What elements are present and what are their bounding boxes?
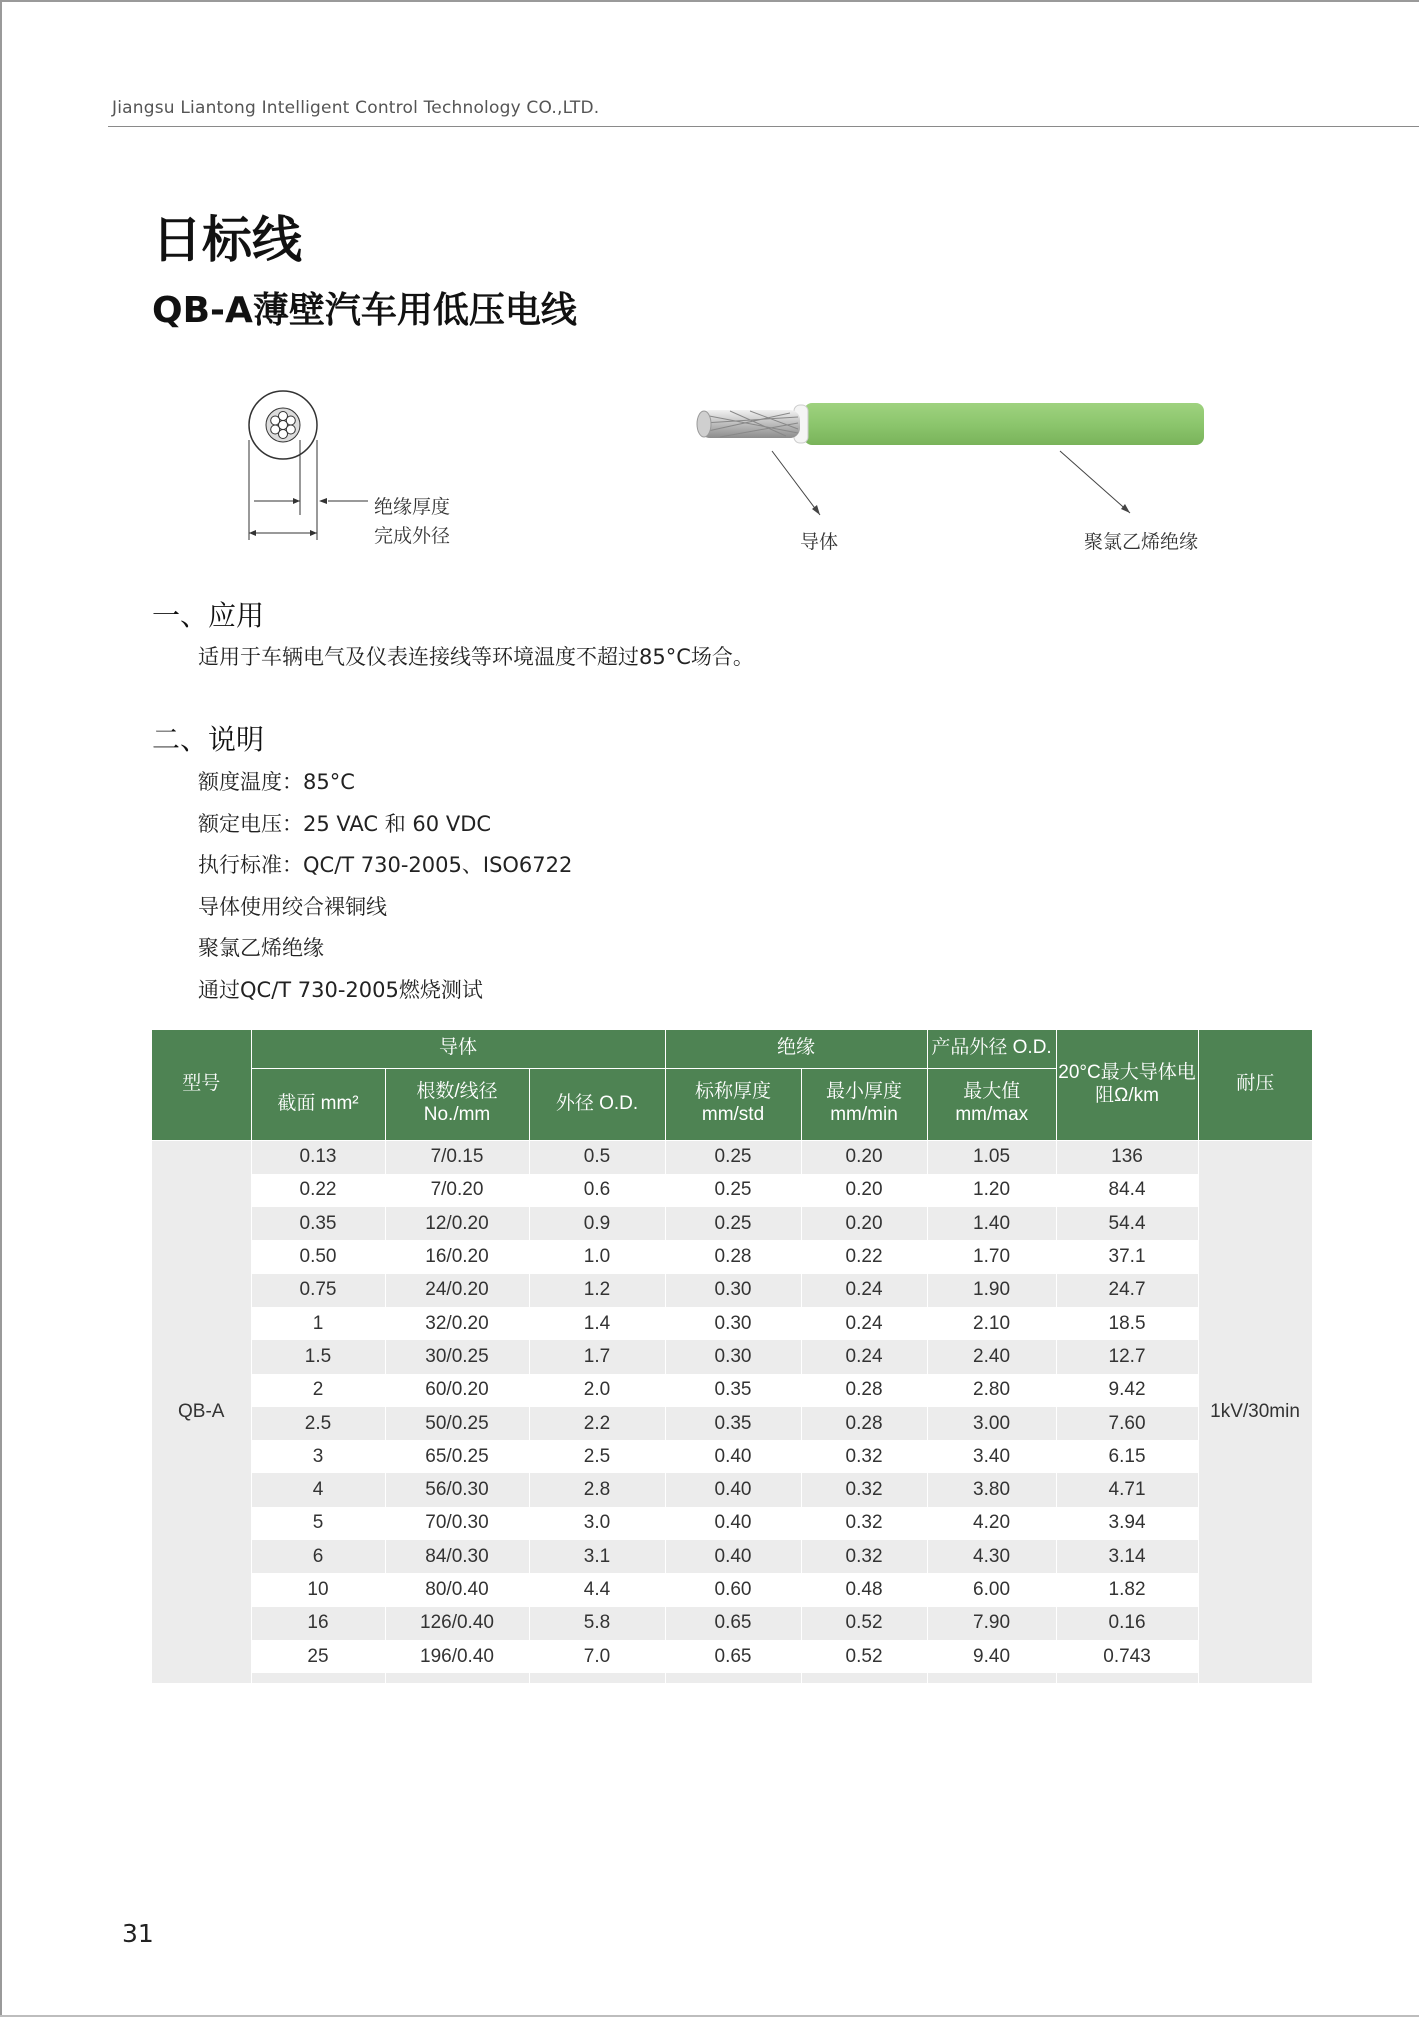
header-insulation: 绝缘	[665, 1030, 927, 1068]
table-cell: 0.30	[665, 1274, 801, 1307]
table-cell: 84/0.30	[385, 1540, 529, 1573]
page-subtitle: QB-A薄壁汽车用低压电线	[152, 290, 577, 331]
table-spacer-cell	[529, 1673, 665, 1683]
table-cell: 0.13	[251, 1140, 385, 1174]
table-cell: 3.00	[927, 1407, 1056, 1440]
table-cell: 0.40	[665, 1473, 801, 1506]
table-cell: 0.65	[665, 1640, 801, 1673]
table-cell: 0.35	[665, 1407, 801, 1440]
model-cell: QB-A	[152, 1140, 251, 1683]
header-conductor-od: 外径 O.D.	[529, 1068, 665, 1140]
table-cell: 1.0	[529, 1240, 665, 1273]
table-cell: 4.4	[529, 1573, 665, 1606]
table-cell: 16/0.20	[385, 1240, 529, 1273]
table-cell: 12.7	[1056, 1340, 1198, 1373]
table-cell: 2.2	[529, 1407, 665, 1440]
table-cell: 0.35	[665, 1374, 801, 1407]
table-cell: 7.90	[927, 1607, 1056, 1640]
table-cell: 136	[1056, 1140, 1198, 1174]
table-cell: 126/0.40	[385, 1607, 529, 1640]
table-cell: 54.4	[1056, 1207, 1198, 1240]
table-cell: 0.5	[529, 1140, 665, 1174]
table-cell: 0.25	[665, 1207, 801, 1240]
table-cell: 3.14	[1056, 1540, 1198, 1573]
table-cell: 0.22	[801, 1240, 927, 1273]
page-frame-left	[0, 0, 2, 2017]
table-cell: 7/0.15	[385, 1140, 529, 1174]
table-cell: 1.4	[529, 1307, 665, 1340]
table-cell: 0.32	[801, 1473, 927, 1506]
table-cell: 0.40	[665, 1440, 801, 1473]
table-cell: 3.1	[529, 1540, 665, 1573]
table-cell: 0.28	[665, 1240, 801, 1273]
table-cell: 0.40	[665, 1540, 801, 1573]
table-cell: 0.65	[665, 1607, 801, 1640]
table-cell: 2.8	[529, 1473, 665, 1506]
outer-diameter-label: 完成外径	[374, 525, 451, 547]
table-row	[152, 1440, 1312, 1473]
table-cell: 0.50	[251, 1240, 385, 1273]
table-cell: 3.0	[529, 1507, 665, 1540]
table-row	[152, 1473, 1312, 1506]
table-row	[152, 1607, 1312, 1640]
table-cell: 2.10	[927, 1307, 1056, 1340]
description-line: 额度温度：85°C	[198, 770, 355, 794]
table-cell: 0.52	[801, 1640, 927, 1673]
table-cell: 0.40	[665, 1507, 801, 1540]
table-cell: 0.75	[251, 1274, 385, 1307]
table-cell: 37.1	[1056, 1240, 1198, 1273]
header-section: 截面 mm²	[251, 1068, 385, 1140]
header-std-thickness: 标称厚度 mm/std	[665, 1068, 801, 1140]
table-row	[152, 1507, 1312, 1540]
table-cell: 16	[251, 1607, 385, 1640]
table-spacer-cell	[665, 1673, 801, 1683]
table-cell: 0.20	[801, 1207, 927, 1240]
table-cell: 1.05	[927, 1140, 1056, 1174]
table-cell: 0.24	[801, 1274, 927, 1307]
table-cell: 65/0.25	[385, 1440, 529, 1473]
table-cell: 70/0.30	[385, 1507, 529, 1540]
description-line: 额定电压：25 VAC 和 60 VDC	[198, 812, 492, 836]
company-name: Jiangsu Liantong Intelligent Control Technology CO.,LTD.	[112, 98, 600, 118]
table-cell: 0.30	[665, 1340, 801, 1373]
table-spacer-cell	[801, 1673, 927, 1683]
table-cell: 2.0	[529, 1374, 665, 1407]
table-cell: 18.5	[1056, 1307, 1198, 1340]
table-cell: 0.22	[251, 1174, 385, 1207]
table-cell: 0.6	[529, 1174, 665, 1207]
table-cell: 60/0.20	[385, 1374, 529, 1407]
table-cell: 6.00	[927, 1573, 1056, 1606]
table-row	[152, 1573, 1312, 1606]
header-model: 型号	[152, 1030, 251, 1140]
table-spacer-row	[152, 1673, 1312, 1683]
page-number: 31	[122, 1919, 154, 1948]
header-voltage: 耐压	[1198, 1030, 1312, 1140]
table-row	[152, 1240, 1312, 1273]
conductor-label: 导体	[800, 531, 839, 553]
table-row	[152, 1407, 1312, 1440]
header-od: 产品外径 O.D.	[927, 1030, 1056, 1068]
table-cell: 0.24	[801, 1340, 927, 1373]
description-line: 通过QC/T 730-2005燃烧测试	[198, 978, 483, 1002]
table-cell: 3	[251, 1440, 385, 1473]
table-cell: 0.28	[801, 1374, 927, 1407]
table-spacer-cell	[927, 1673, 1056, 1683]
table-row	[152, 1540, 1312, 1573]
table-cell: 32/0.20	[385, 1307, 529, 1340]
table-cell: 1	[251, 1307, 385, 1340]
table-cell: 2.5	[529, 1440, 665, 1473]
table-cell: 50/0.25	[385, 1407, 529, 1440]
table-cell: 0.743	[1056, 1640, 1198, 1673]
spec-table	[152, 1030, 1313, 1683]
table-cell: 1.90	[927, 1274, 1056, 1307]
table-cell: 4.20	[927, 1507, 1056, 1540]
table-row	[152, 1340, 1312, 1373]
table-row	[152, 1174, 1312, 1207]
wire-illustration	[690, 393, 1230, 523]
table-cell: 0.60	[665, 1573, 801, 1606]
table-cell: 0.32	[801, 1507, 927, 1540]
table-cell: 25	[251, 1640, 385, 1673]
table-row	[152, 1640, 1312, 1673]
table-cell: 0.32	[801, 1540, 927, 1573]
table-cell: 30/0.25	[385, 1340, 529, 1373]
table-cell: 4.30	[927, 1540, 1056, 1573]
section-description-title: 二、说明	[152, 723, 265, 756]
table-cell: 12/0.20	[385, 1207, 529, 1240]
table-cell: 1.40	[927, 1207, 1056, 1240]
table-cell: 2	[251, 1374, 385, 1407]
table-cell: 2.5	[251, 1407, 385, 1440]
description-line: 导体使用绞合裸铜线	[198, 895, 387, 919]
table-cell: 0.20	[801, 1140, 927, 1174]
table-cell: 0.25	[665, 1174, 801, 1207]
table-cell: 0.52	[801, 1607, 927, 1640]
table-cell: 3.94	[1056, 1507, 1198, 1540]
table-cell: 4.71	[1056, 1473, 1198, 1506]
table-cell: 0.32	[801, 1440, 927, 1473]
table-cell: 80/0.40	[385, 1573, 529, 1606]
table-cell: 0.9	[529, 1207, 665, 1240]
table-cell: 9.42	[1056, 1374, 1198, 1407]
table-cell: 0.20	[801, 1174, 927, 1207]
page-frame-top	[0, 0, 1419, 2]
section-application-title: 一、应用	[152, 599, 265, 632]
table-row	[152, 1207, 1312, 1240]
table-row	[152, 1307, 1312, 1340]
description-line: 执行标准：QC/T 730-2005、ISO6722	[198, 853, 573, 877]
table-row	[152, 1374, 1312, 1407]
table-cell: 0.35	[251, 1207, 385, 1240]
table-spacer-cell	[1056, 1673, 1198, 1683]
table-cell: 0.24	[801, 1307, 927, 1340]
table-cell: 0.30	[665, 1307, 801, 1340]
table-cell: 2.40	[927, 1340, 1056, 1373]
table-cell: 7.0	[529, 1640, 665, 1673]
table-cell: 10	[251, 1573, 385, 1606]
table-cell: 6	[251, 1540, 385, 1573]
table-cell: 1.70	[927, 1240, 1056, 1273]
cross-section-diagram	[238, 380, 498, 550]
table-cell: 84.4	[1056, 1174, 1198, 1207]
section-application-text: 适用于车辆电气及仪表连接线等环境温度不超过85°C场合。	[198, 645, 754, 669]
table-cell: 0.48	[801, 1573, 927, 1606]
table-cell: 6.15	[1056, 1440, 1198, 1473]
voltage-cell: 1kV/30min	[1198, 1140, 1312, 1683]
header-divider	[108, 126, 1419, 127]
table-cell: 0.25	[665, 1140, 801, 1174]
table-cell: 2.80	[927, 1374, 1056, 1407]
header-resistance: 20°C最大导体电阻Ω/km	[1056, 1030, 1198, 1140]
table-spacer-cell	[251, 1673, 385, 1683]
table-cell: 56/0.30	[385, 1473, 529, 1506]
table-cell: 5	[251, 1507, 385, 1540]
table-row	[152, 1274, 1312, 1307]
table-cell: 4	[251, 1473, 385, 1506]
insulation-thickness-label: 绝缘厚度	[374, 496, 451, 518]
table-cell: 24.7	[1056, 1274, 1198, 1307]
page-title: 日标线	[152, 211, 302, 269]
table-cell: 7/0.20	[385, 1174, 529, 1207]
table-spacer-cell	[385, 1673, 529, 1683]
table-cell: 5.8	[529, 1607, 665, 1640]
header-max-od: 最大值 mm/max	[927, 1068, 1056, 1140]
description-line: 聚氯乙烯绝缘	[198, 936, 324, 960]
table-cell: 0.28	[801, 1407, 927, 1440]
table-cell: 7.60	[1056, 1407, 1198, 1440]
table-cell: 1.82	[1056, 1573, 1198, 1606]
table-cell: 196/0.40	[385, 1640, 529, 1673]
table-cell: 0.16	[1056, 1607, 1198, 1640]
header-strands: 根数/线径 No./mm	[385, 1068, 529, 1140]
header-conductor: 导体	[251, 1030, 665, 1068]
table-cell: 3.40	[927, 1440, 1056, 1473]
table-cell: 3.80	[927, 1473, 1056, 1506]
table-cell: 1.20	[927, 1174, 1056, 1207]
pvc-insulation-label: 聚氯乙烯绝缘	[1084, 531, 1199, 553]
table-cell: 24/0.20	[385, 1274, 529, 1307]
table-cell: 1.2	[529, 1274, 665, 1307]
table-row	[152, 1140, 1312, 1174]
table-cell: 1.5	[251, 1340, 385, 1373]
header-min-thickness: 最小厚度 mm/min	[801, 1068, 927, 1140]
table-cell: 1.7	[529, 1340, 665, 1373]
table-cell: 9.40	[927, 1640, 1056, 1673]
